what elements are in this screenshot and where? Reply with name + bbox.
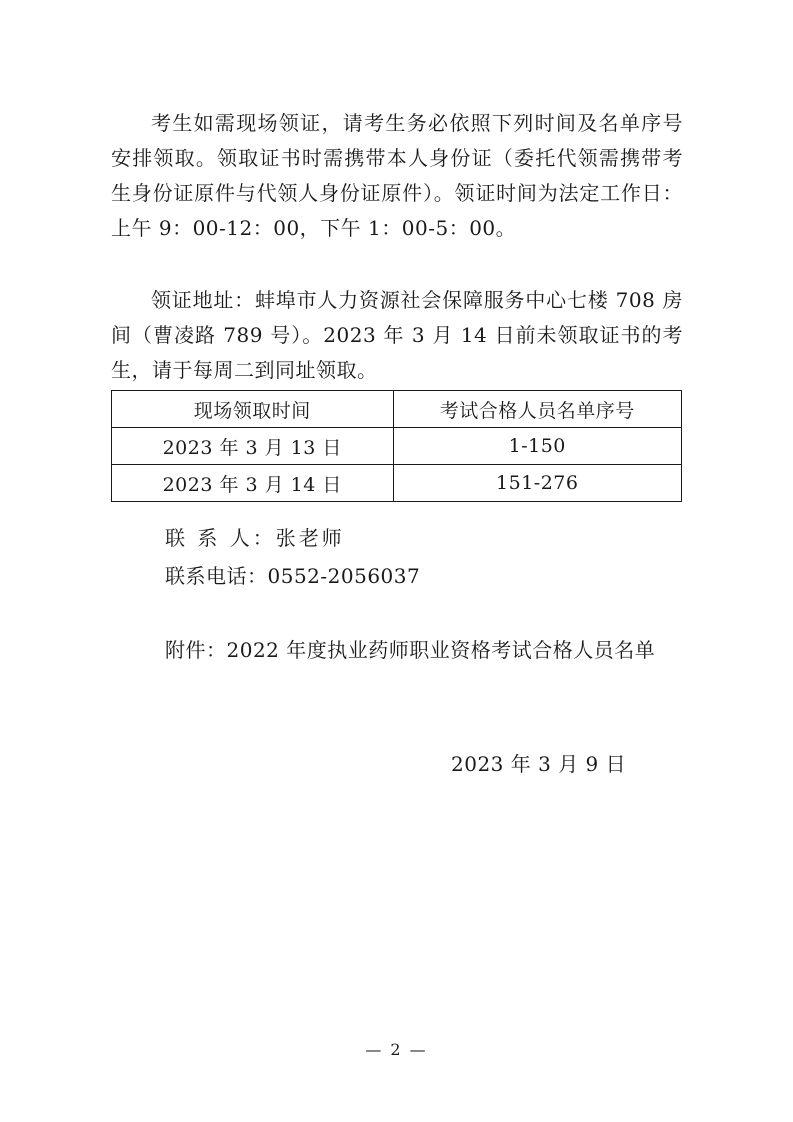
cell-sequence: 151-276 [393,465,682,502]
attachment-note: 附件：2022 年度执业药师职业资格考试合格人员名单 [165,638,656,662]
table-header-row [112,391,682,428]
header-pickup-time: 现场领取时间 [112,391,394,428]
pickup-schedule-table [111,390,682,502]
contact-person: 联 系 人：张老师 [165,526,345,550]
page-number: — 2 — [365,1040,428,1059]
table-row [112,465,682,502]
table-row [112,428,682,465]
contact-phone: 联系电话：0552-2056037 [165,564,421,588]
cell-date: 2023 年 3 月 14 日 [112,465,394,502]
cell-date: 2023 年 3 月 13 日 [112,428,394,465]
paragraph-pickup-address: 领证地址：蚌埠市人力资源社会保障服务中心七楼 708 房间（曹凌路 789 号）。2023 年 3 月 14 日前未领取证书的考生，请于每周二到同址领取。 [111,288,683,382]
paragraph-pickup-instructions: 考生如需现场领证，请考生务必依照下列时间及名单序号安排领取。领取证书时需携带本人身份证（委托代领需携带考生身份证原件与代领人身份证原件）。领证时间为法定工作日：上午 9：00-12：00，下午 1：00-5：00。 [111,111,683,240]
cell-sequence: 1-150 [393,428,682,465]
document-date: 2023 年 3 月 9 日 [451,752,627,776]
header-list-sequence: 考试合格人员名单序号 [393,391,682,428]
